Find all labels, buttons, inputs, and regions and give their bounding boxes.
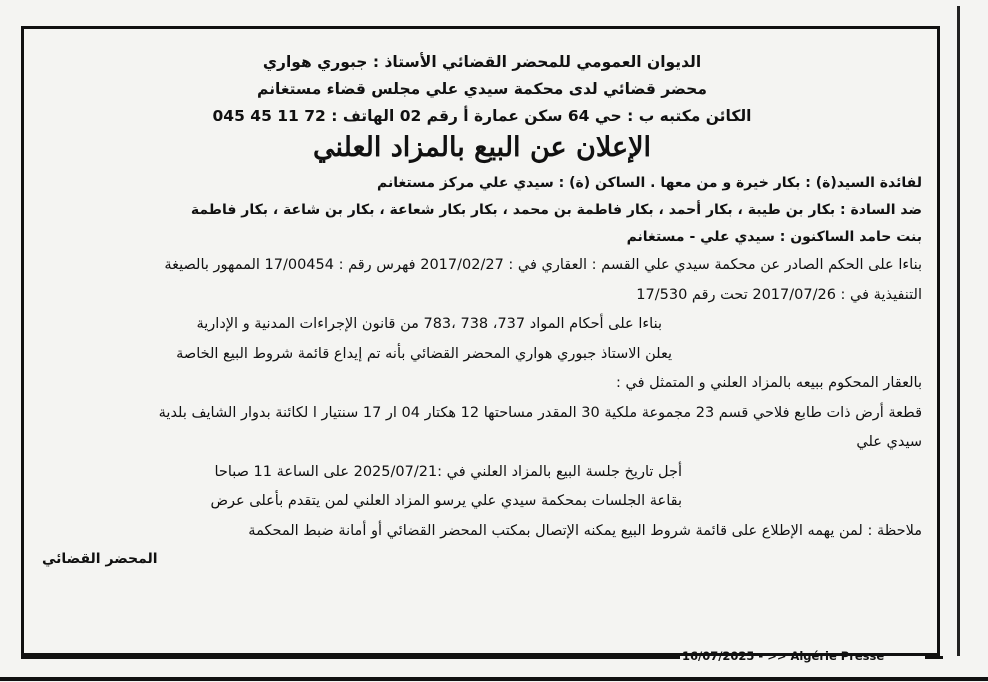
signature: المحضر القضائي	[42, 551, 158, 567]
judgment-line: بناءا على الحكم الصادر عن محكمة سيدي علي القسم : العقاري في : 2017/02/27 فهرس رقم : 17/00454 الممهور بالصيغة	[164, 257, 922, 273]
auction-place-line: بقاعة الجلسات بمحكمة سيدي علي يرسو المزاد العلني لمن يتقدم بأعلى عرض	[210, 493, 682, 509]
column-divider	[957, 6, 960, 656]
property-description-line: قطعة أرض ذات طابع فلاحي قسم 23 مجموعة ملكية 30 المقدر مساحتها 12 هكتار 04 ار 17 سنتيار ا لكائنة بدوار الشايف بلدية	[158, 404, 922, 421]
header-bailiff-line: محضر قضائي لدى محكمة سيدي علي مجلس قضاء مستغانم	[257, 80, 707, 98]
footer-rule-left	[21, 656, 680, 659]
beneficiary-line: لفائدة السيد(ة) : بكار خيرة و من معها . الساكن (ة) : سيدي علي مركز مستغانم	[377, 175, 922, 191]
executory-line: التنفيذية في : 2017/07/26 تحت رقم 17/530	[636, 286, 922, 303]
legal-articles-line: بناءا على أحكام المواد 737، 738 ،783 من قانون الإجراءات المدنية و الإدارية	[196, 316, 662, 332]
against-line: ضد السادة : بكار بن طيبة ، بكار أحمد ، بكار فاطمة بن محمد ، بكار بكار شعاعة ، بكار بن شاعة ، بكار فاطمة	[190, 202, 922, 218]
header-office-line: الديوان العمومي للمحضر القضائي الأستاذ : جبوري هواري	[262, 53, 702, 71]
property-intro-line: بالعقار المحكوم ببيعه بالمزاد العلني و المتمثل في :	[615, 375, 922, 391]
bottom-rule	[0, 677, 988, 681]
header-address-line: الكائن مكتبه ب : حي 64 سكن عمارة أ رقم 02 الهاتف : 72 11 45 045	[212, 107, 752, 125]
announcement-content	[42, 49, 922, 573]
auction-date-line: أجل تاريخ جلسة البيع بالمزاد العلني في :2025/07/21 على الساعة 11 صباحا	[214, 463, 682, 480]
property-location-line: سيدي علي	[856, 434, 922, 450]
footer-credit: 16/07/2025 - >> Algérie Presse	[682, 649, 885, 663]
announcement-title: الإعلان عن البيع بالمزاد العلني	[313, 132, 651, 163]
residence-line: بنت حامد الساكنون : سيدي علي - مستغانم	[626, 229, 922, 245]
footer-rule-right	[925, 656, 943, 659]
deposit-line: يعلن الاستاذ جبوري هواري المحضر القضائي بأنه تم إيداع قائمة شروط البيع الخاصة	[176, 345, 672, 362]
note-line: ملاحظة : لمن يهمه الإطلاع على قائمة شروط البيع يمكنه الإتصال بمكتب المحضر القضائي أو أمانة ضبط المحكمة	[248, 522, 922, 539]
announcement-box	[21, 26, 940, 656]
